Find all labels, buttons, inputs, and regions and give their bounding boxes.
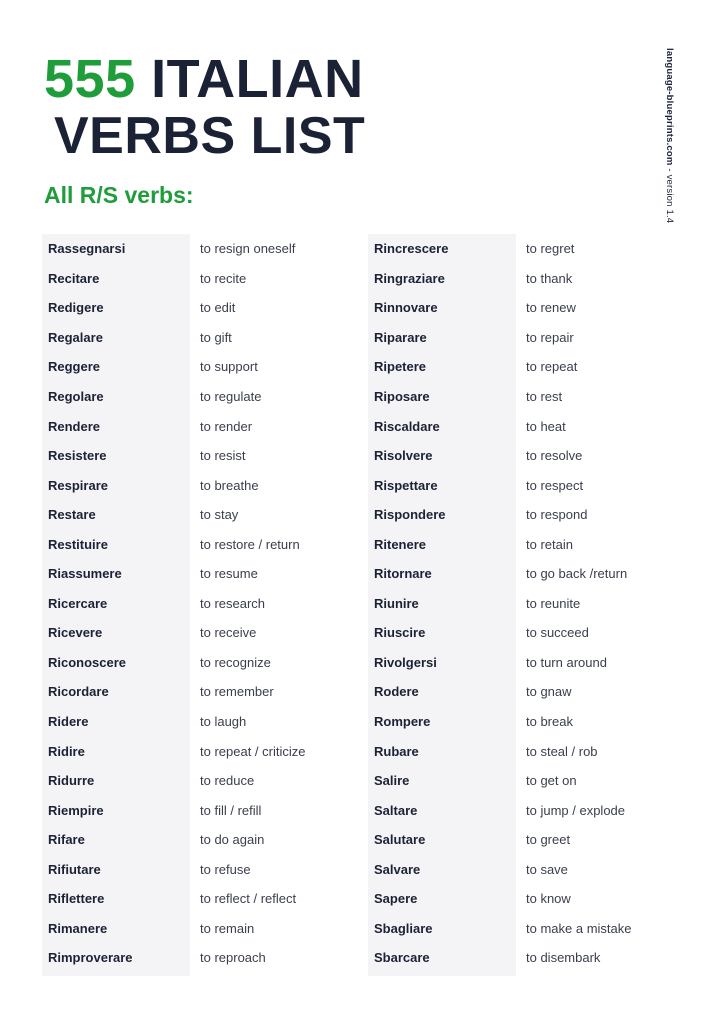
verb-cell: Rinnovare	[374, 300, 438, 316]
translation-cell: to regret	[526, 241, 575, 257]
verb-cell: Riempire	[48, 802, 104, 818]
verb-cell: Rassegnarsi	[48, 241, 126, 257]
translation-cell: to gnaw	[526, 684, 572, 700]
verb-cell: Ritornare	[374, 566, 432, 582]
translation-cell: to jump / explode	[526, 802, 626, 818]
title-number: 555	[44, 49, 136, 109]
translation-cell: to laugh	[200, 714, 247, 730]
verb-cell: Rendere	[48, 418, 101, 434]
verb-cell: Ridire	[48, 743, 85, 759]
verb-cell: Redigere	[48, 300, 104, 316]
verb-cell: Recitare	[48, 270, 100, 286]
right-translation-list	[526, 234, 696, 973]
translation-cell: to resign oneself	[200, 241, 296, 257]
side-version: - version 1.4	[664, 165, 675, 224]
verb-cell: Rodere	[374, 684, 419, 700]
title-line-1	[44, 49, 365, 109]
verb-cell: Ringraziare	[374, 270, 445, 286]
left-verb-list	[48, 234, 188, 973]
verb-cell: Riposare	[374, 389, 430, 404]
translation-cell: to succeed	[526, 625, 589, 641]
verb-cell: Rifare	[48, 832, 85, 848]
translation-cell: to reduce	[200, 773, 255, 789]
right-verb-list	[374, 234, 514, 973]
translation-cell: to retain	[526, 536, 573, 552]
verb-cell: Rincrescere	[374, 241, 449, 257]
verb-cell: Ricordare	[48, 684, 109, 700]
verb-cell: Restare	[48, 507, 96, 523]
verb-cell: Rifiutare	[48, 861, 101, 877]
verb-cell: Riparare	[374, 329, 427, 345]
verb-cell: Riconoscere	[48, 654, 127, 670]
translation-cell: to recognize	[200, 654, 271, 670]
verb-cell: Ricercare	[48, 595, 108, 611]
page-title	[44, 49, 366, 165]
verb-cell: Riuscire	[374, 625, 426, 641]
title-word: ITALIAN	[151, 49, 364, 109]
translation-cell: to refuse	[200, 861, 251, 877]
translation-cell: to break	[526, 714, 573, 730]
verb-cell: Sbagliare	[374, 920, 433, 936]
verb-cell: Rimanere	[48, 920, 108, 936]
translation-cell: to breathe	[200, 477, 259, 493]
translation-cell: to rest	[526, 389, 563, 404]
title-line-2: VERBS LIST	[54, 107, 366, 165]
verb-cell: Ripetere	[374, 359, 427, 375]
translation-cell: to remember	[200, 684, 274, 700]
translation-cell: to greet	[526, 832, 571, 848]
verb-cell: Riflettere	[48, 891, 105, 907]
translation-cell: to respond	[526, 507, 588, 523]
translation-cell: to reflect / reflect	[200, 891, 297, 907]
translation-cell: to fill / refill	[200, 802, 262, 818]
translation-cell: to do again	[200, 832, 265, 848]
translation-cell: to receive	[200, 625, 257, 641]
verb-cell: Rispettare	[374, 477, 438, 493]
verb-cell: Riassumere	[48, 566, 122, 582]
verb-cell: Ridurre	[48, 773, 95, 789]
verb-cell: Regalare	[48, 329, 103, 345]
translation-cell: to heat	[526, 418, 566, 434]
verb-cell: Salvare	[374, 861, 421, 877]
verb-cell: Rubare	[374, 743, 419, 759]
verb-cell: Sbarcare	[374, 950, 430, 966]
translation-cell: to steal / rob	[526, 743, 598, 759]
verb-cell: Ridere	[48, 714, 89, 730]
verb-cell: Regolare	[48, 389, 104, 404]
translation-cell: to recite	[200, 270, 247, 286]
translation-cell: to repeat	[526, 359, 578, 375]
verb-cell: Rompere	[374, 714, 431, 730]
verb-cell: Risolvere	[374, 448, 433, 464]
translation-cell: to turn around	[526, 654, 607, 670]
translation-cell: to renew	[526, 300, 576, 316]
translation-cell: to repeat / criticize	[200, 743, 306, 759]
verb-cell: Restituire	[48, 536, 108, 552]
translation-cell: to support	[200, 359, 258, 375]
translation-cell: to reunite	[526, 595, 581, 611]
translation-cell: to get on	[526, 773, 577, 789]
verb-cell: Saltare	[374, 802, 418, 818]
translation-cell: to thank	[526, 270, 573, 286]
verb-cell: Rivolgersi	[374, 654, 437, 670]
translation-cell: to disembark	[526, 950, 601, 966]
translation-cell: to render	[200, 418, 253, 434]
translation-cell: to respect	[526, 477, 584, 493]
translation-cell: to research	[200, 595, 266, 611]
section-subtitle: All R/S verbs:	[44, 182, 194, 208]
verb-cell: Reggere	[48, 359, 101, 375]
verb-cell: Resistere	[48, 448, 107, 464]
translation-cell: to save	[526, 861, 568, 877]
verb-cell: Rispondere	[374, 507, 446, 523]
translation-cell: to make a mistake	[526, 920, 632, 936]
translation-cell: to resolve	[526, 448, 583, 464]
verb-cell: Rimproverare	[48, 950, 133, 966]
left-translation-list	[200, 234, 360, 973]
verb-cell: Ricevere	[48, 625, 103, 641]
side-site: language-blueprints.com	[664, 48, 675, 166]
translation-cell: to resume	[200, 566, 258, 582]
translation-cell: to regulate	[200, 389, 262, 404]
verb-cell: Salutare	[374, 832, 426, 848]
verb-cell: Riscaldare	[374, 418, 440, 434]
translation-cell: to stay	[200, 507, 239, 523]
translation-cell: to know	[526, 891, 571, 907]
translation-cell: to restore / return	[200, 536, 300, 552]
verb-cell: Salire	[374, 773, 410, 789]
translation-cell: to remain	[200, 920, 255, 936]
verb-cell: Sapere	[374, 891, 418, 907]
translation-cell: to reproach	[200, 950, 266, 966]
verb-cell: Respirare	[48, 477, 108, 493]
verb-cell: Riunire	[374, 595, 419, 611]
translation-cell: to repair	[526, 329, 574, 345]
verb-cell: Ritenere	[374, 536, 427, 552]
translation-cell: to go back /return	[526, 566, 628, 582]
translation-cell: to gift	[200, 329, 232, 345]
translation-cell: to edit	[200, 300, 236, 316]
side-url-vertical	[664, 48, 675, 223]
translation-cell: to resist	[200, 448, 246, 464]
